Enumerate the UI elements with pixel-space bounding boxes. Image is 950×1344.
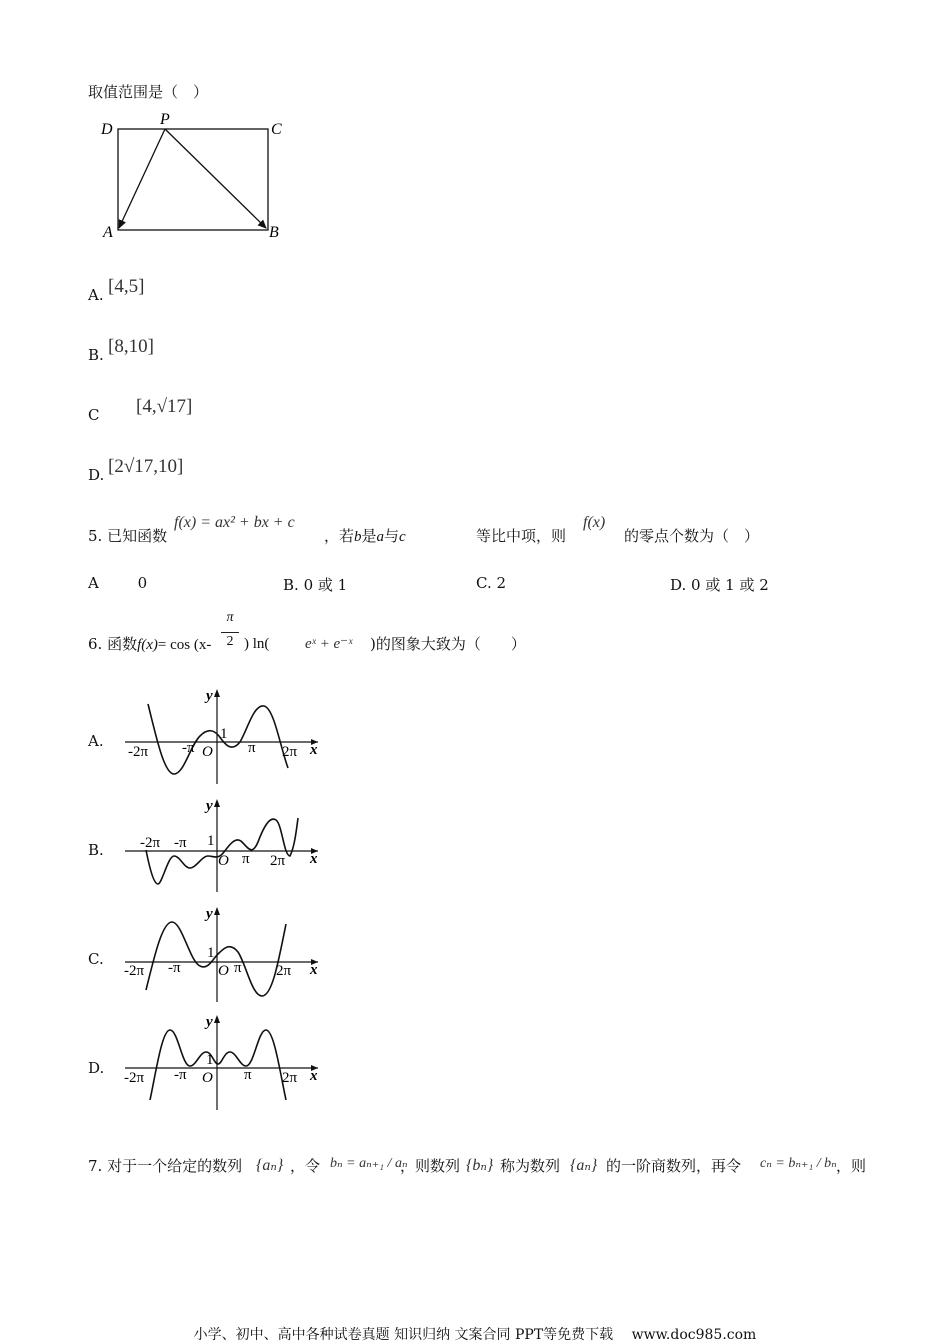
q5-suffix: 的零点个数为（ ）: [624, 527, 760, 545]
tick-neg-2pi: -2π: [124, 1070, 145, 1086]
q6-option-c-label: C.: [88, 950, 104, 968]
q6-frac-den: 2: [226, 634, 234, 649]
tick-neg-pi: -π: [174, 835, 187, 851]
vector-pb: [165, 129, 266, 228]
option-value: 0 或 1 或 2: [691, 576, 769, 594]
point-a-label: A: [103, 224, 113, 241]
tick-neg-pi: -π: [174, 1067, 187, 1083]
q7-prefix: 7. 对于一个给定的数列: [88, 1157, 243, 1175]
q7-suffix: ，则: [836, 1157, 867, 1175]
axis-y-label: y: [206, 906, 213, 922]
point-d-label: D: [101, 121, 113, 138]
axis-x-label: x: [310, 962, 318, 978]
q7-mid4: 的一阶商数列，再令: [606, 1157, 742, 1175]
axis-x-label: x: [310, 1068, 318, 1084]
q5-var-a: a: [376, 529, 385, 545]
tick-origin: O: [202, 1070, 213, 1086]
q6-graph-b[interactable]: [120, 796, 330, 896]
q5-var-b: b: [354, 529, 362, 545]
q6-option-d-label: D.: [88, 1059, 105, 1077]
q5-stem: [88, 526, 167, 546]
q6-option-b-label: B.: [88, 841, 104, 859]
q7-seq-a: {aₙ}: [256, 1157, 284, 1174]
tick-2pi: 2π: [276, 963, 292, 979]
option-label: D.: [88, 466, 105, 484]
axis-y-label: y: [206, 688, 213, 704]
tick-pi: π: [248, 740, 256, 756]
tick-origin: O: [202, 744, 213, 760]
tick-2pi: 2π: [282, 744, 298, 760]
q6-stem: [88, 634, 211, 655]
axis-x-label: x: [310, 851, 318, 867]
axis-y-label: y: [206, 1014, 213, 1030]
q5-mid1: ，若: [324, 527, 355, 545]
q4-option-c: [88, 406, 99, 424]
tick-one: 1: [207, 945, 215, 961]
q5-mid3: 与: [384, 527, 400, 545]
q6-graph-c[interactable]: [120, 904, 330, 1004]
q5-fx: f(x): [583, 514, 606, 531]
point-c-label: C: [271, 121, 282, 138]
option-label: B.: [283, 576, 299, 594]
q6-exp-expr: eˣ + e⁻ˣ: [305, 636, 353, 652]
point-p-label: P: [160, 111, 170, 128]
tick-neg-2pi: -2π: [124, 963, 145, 979]
q5-mid2: 是: [361, 527, 377, 545]
option-label: A.: [88, 286, 104, 304]
q6-graph-d[interactable]: [120, 1012, 330, 1112]
page-footer: 小学、初中、高中各种试卷真题 知识归纳 文案合同 PPT等免费下载 www.doc985.com: [193, 1327, 757, 1343]
option-label: D.: [670, 576, 687, 594]
tick-neg-pi: -π: [182, 740, 195, 756]
q4-rectangle-figure: [98, 110, 298, 245]
q4-option-a: [88, 286, 104, 304]
q5-var-c: c: [399, 529, 406, 545]
tick-one: 1: [207, 833, 215, 849]
tick-neg-pi: -π: [168, 960, 181, 976]
q6-prefix: 6. 函数: [88, 635, 138, 653]
tick-one: 1: [220, 726, 228, 742]
q5-stem-end: [476, 526, 566, 546]
q6-graph-a[interactable]: [120, 686, 330, 786]
tick-neg-2pi: -2π: [128, 744, 149, 760]
q6-frac-num: π: [226, 610, 234, 625]
rectangle-abcd: [118, 129, 268, 230]
tick-origin: O: [218, 963, 229, 979]
tick-pi: π: [242, 851, 250, 867]
q4-option-b-value: [8,10]: [108, 336, 154, 357]
q4-option-c-value: [4,√17]: [136, 396, 193, 417]
q6-suffix: )的图象大致为（ ）: [370, 635, 526, 653]
q6-frac-bar: [221, 632, 239, 633]
q6-fx: f(x): [137, 637, 158, 653]
option-value: 2: [496, 574, 507, 592]
q5-option-a: [88, 574, 147, 592]
q7-mid1: ，令: [290, 1157, 321, 1175]
q5-stem-mid: [324, 526, 406, 547]
q5-option-d: [670, 574, 769, 595]
q4-option-d-value: [2√17,10]: [108, 456, 184, 477]
q5-option-b: [283, 574, 347, 595]
q7-seq-a2: {aₙ}: [570, 1157, 598, 1174]
tick-2pi: 2π: [282, 1070, 298, 1086]
q7-b-def: bₙ = aₙ₊₁ / aₙ: [330, 1156, 408, 1171]
q5-mid4: 等比中项，则: [476, 527, 567, 545]
tick-one: 1: [206, 1052, 214, 1068]
axis-y-label: y: [206, 798, 213, 814]
q4-prompt-tail: 取值范围是（ ）: [88, 83, 209, 101]
q7-seq-b: {bₙ}: [466, 1157, 494, 1174]
q4-option-a-value: [4,5]: [108, 276, 145, 297]
option-value: 0: [137, 574, 148, 592]
q5-prefix: 5. 已知函数: [88, 527, 168, 545]
point-b-label: B: [269, 224, 279, 241]
option-label: A: [88, 574, 99, 592]
vector-pa: [119, 129, 165, 228]
q7-mid2: ，则数列: [400, 1157, 461, 1175]
q6-option-a-label: A.: [88, 732, 104, 750]
q6-mid: ) ln(: [244, 636, 270, 652]
tick-origin: O: [218, 853, 229, 869]
option-label: B.: [88, 346, 104, 364]
tick-pi: π: [244, 1067, 252, 1083]
tick-pi: π: [234, 960, 242, 976]
tick-2pi: 2π: [270, 853, 286, 869]
q4-option-d: [88, 466, 104, 484]
q7-mid3: 称为数列: [500, 1157, 561, 1175]
q5-option-c: [476, 574, 506, 592]
tick-neg-2pi: -2π: [140, 835, 161, 851]
q4-option-b: [88, 346, 104, 364]
q6-eq: = cos (x-: [157, 637, 212, 653]
axis-x-label: x: [310, 742, 318, 758]
option-label: C: [88, 406, 100, 424]
q7-c-def: cₙ = bₙ₊₁ / bₙ: [760, 1156, 837, 1171]
q5-formula: f(x) = ax² + bx + c: [174, 514, 295, 531]
option-label: C.: [476, 574, 492, 592]
option-value: 0 或 1: [303, 576, 348, 594]
